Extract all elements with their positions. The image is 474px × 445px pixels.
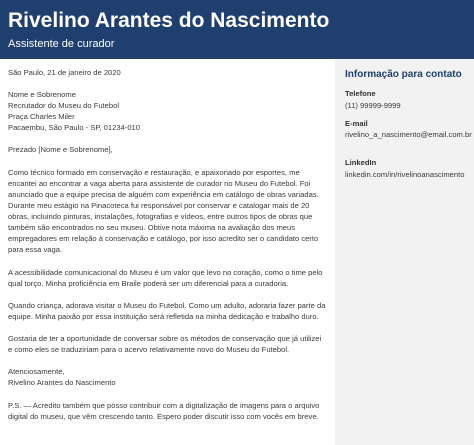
letter-date: São Paulo, 21 de janeiro de 2020: [8, 68, 121, 77]
letter-paragraph-3: Quando criança, adorava visitar o Museu do Futebol. Como um adulto, adoraria fazer parte da equipe. Minha paixão por essa instituição será refletida na minha dedicação e trabalho duro.: [8, 300, 326, 321]
letter-paragraph-2: A acessibilidade comunicacional do Museu é um valor que levo no coração, como o time pelo qual torço. Minha proficiência em Braile poderá ser um diferencial para a curadoria.: [8, 267, 323, 288]
letter-postscript: P.S. — Acredito também que posso contribuir com a digitalização de imagens para o arquivo digital do museu, que vêm crescendo tanto. Espero poder discutir isso com vocês em breve.: [8, 400, 320, 421]
contact-title: Informação para contato: [345, 69, 462, 80]
letter-paragraph-1: Como técnico formado em conservação e restauração, e apaixonado por esportes, me encantei ao encontrar a vaga aberta para assistente de curador no Museu do Futebol. Foi anunciado que a equipe precisa de alguém com experiência em catálogo de obras variadas. Durante meu estágio na Pinacoteca fui responsável por conservar e catalogar mais de 20 obras, incluindo pinturas, instalações, fotografias e vídeos, entre outros tipos de obras que também são encontrados no seu museu. Obtive nota máxima na avaliação dos meus empregadores em relação à conservação e catálogo, por isso acredito ser o candidato certo para essa vaga.: [8, 167, 319, 255]
email-value[interactable]: rivelino_a_nascimento@email.com.br: [345, 130, 472, 139]
linkedin-label: LinkedIn: [345, 158, 377, 167]
letter-greeting: Prezado [Nome e Sobrenome],: [8, 145, 113, 155]
recipient-title: Recrutador do Museu do Futebol: [8, 101, 120, 111]
recipient-city: Pacaembu, São Paulo - SP, 01234-010: [8, 123, 140, 133]
phone-value[interactable]: (11) 99999-9999: [345, 101, 401, 110]
email-label: E-mail: [345, 119, 368, 128]
contact-sidebar: [335, 59, 474, 445]
letter-closing: Atenciosamente,: [8, 367, 65, 377]
candidate-role: Assistente de curador: [8, 38, 115, 50]
recipient-name: Nome e Sobrenome: [8, 90, 76, 100]
header-banner: [0, 0, 474, 59]
candidate-name: Rivelino Arantes do Nascimento: [8, 9, 330, 32]
cover-letter-body: [8, 67, 326, 422]
letter-signature: Rivelino Arantes do Nascimento: [8, 378, 116, 388]
linkedin-value[interactable]: linkedin.com/in/rivelinoanascimento: [345, 170, 465, 179]
letter-paragraph-4: Gostaria de ter a oportunidade de conversar sobre os métodos de conservação que já utilizei e como eles se traduziriam para o acervo relativamente novo do Museu do Futebol.: [8, 334, 322, 355]
recipient-street: Praça Charles Miler: [8, 112, 75, 122]
phone-label: Telefone: [345, 89, 376, 98]
